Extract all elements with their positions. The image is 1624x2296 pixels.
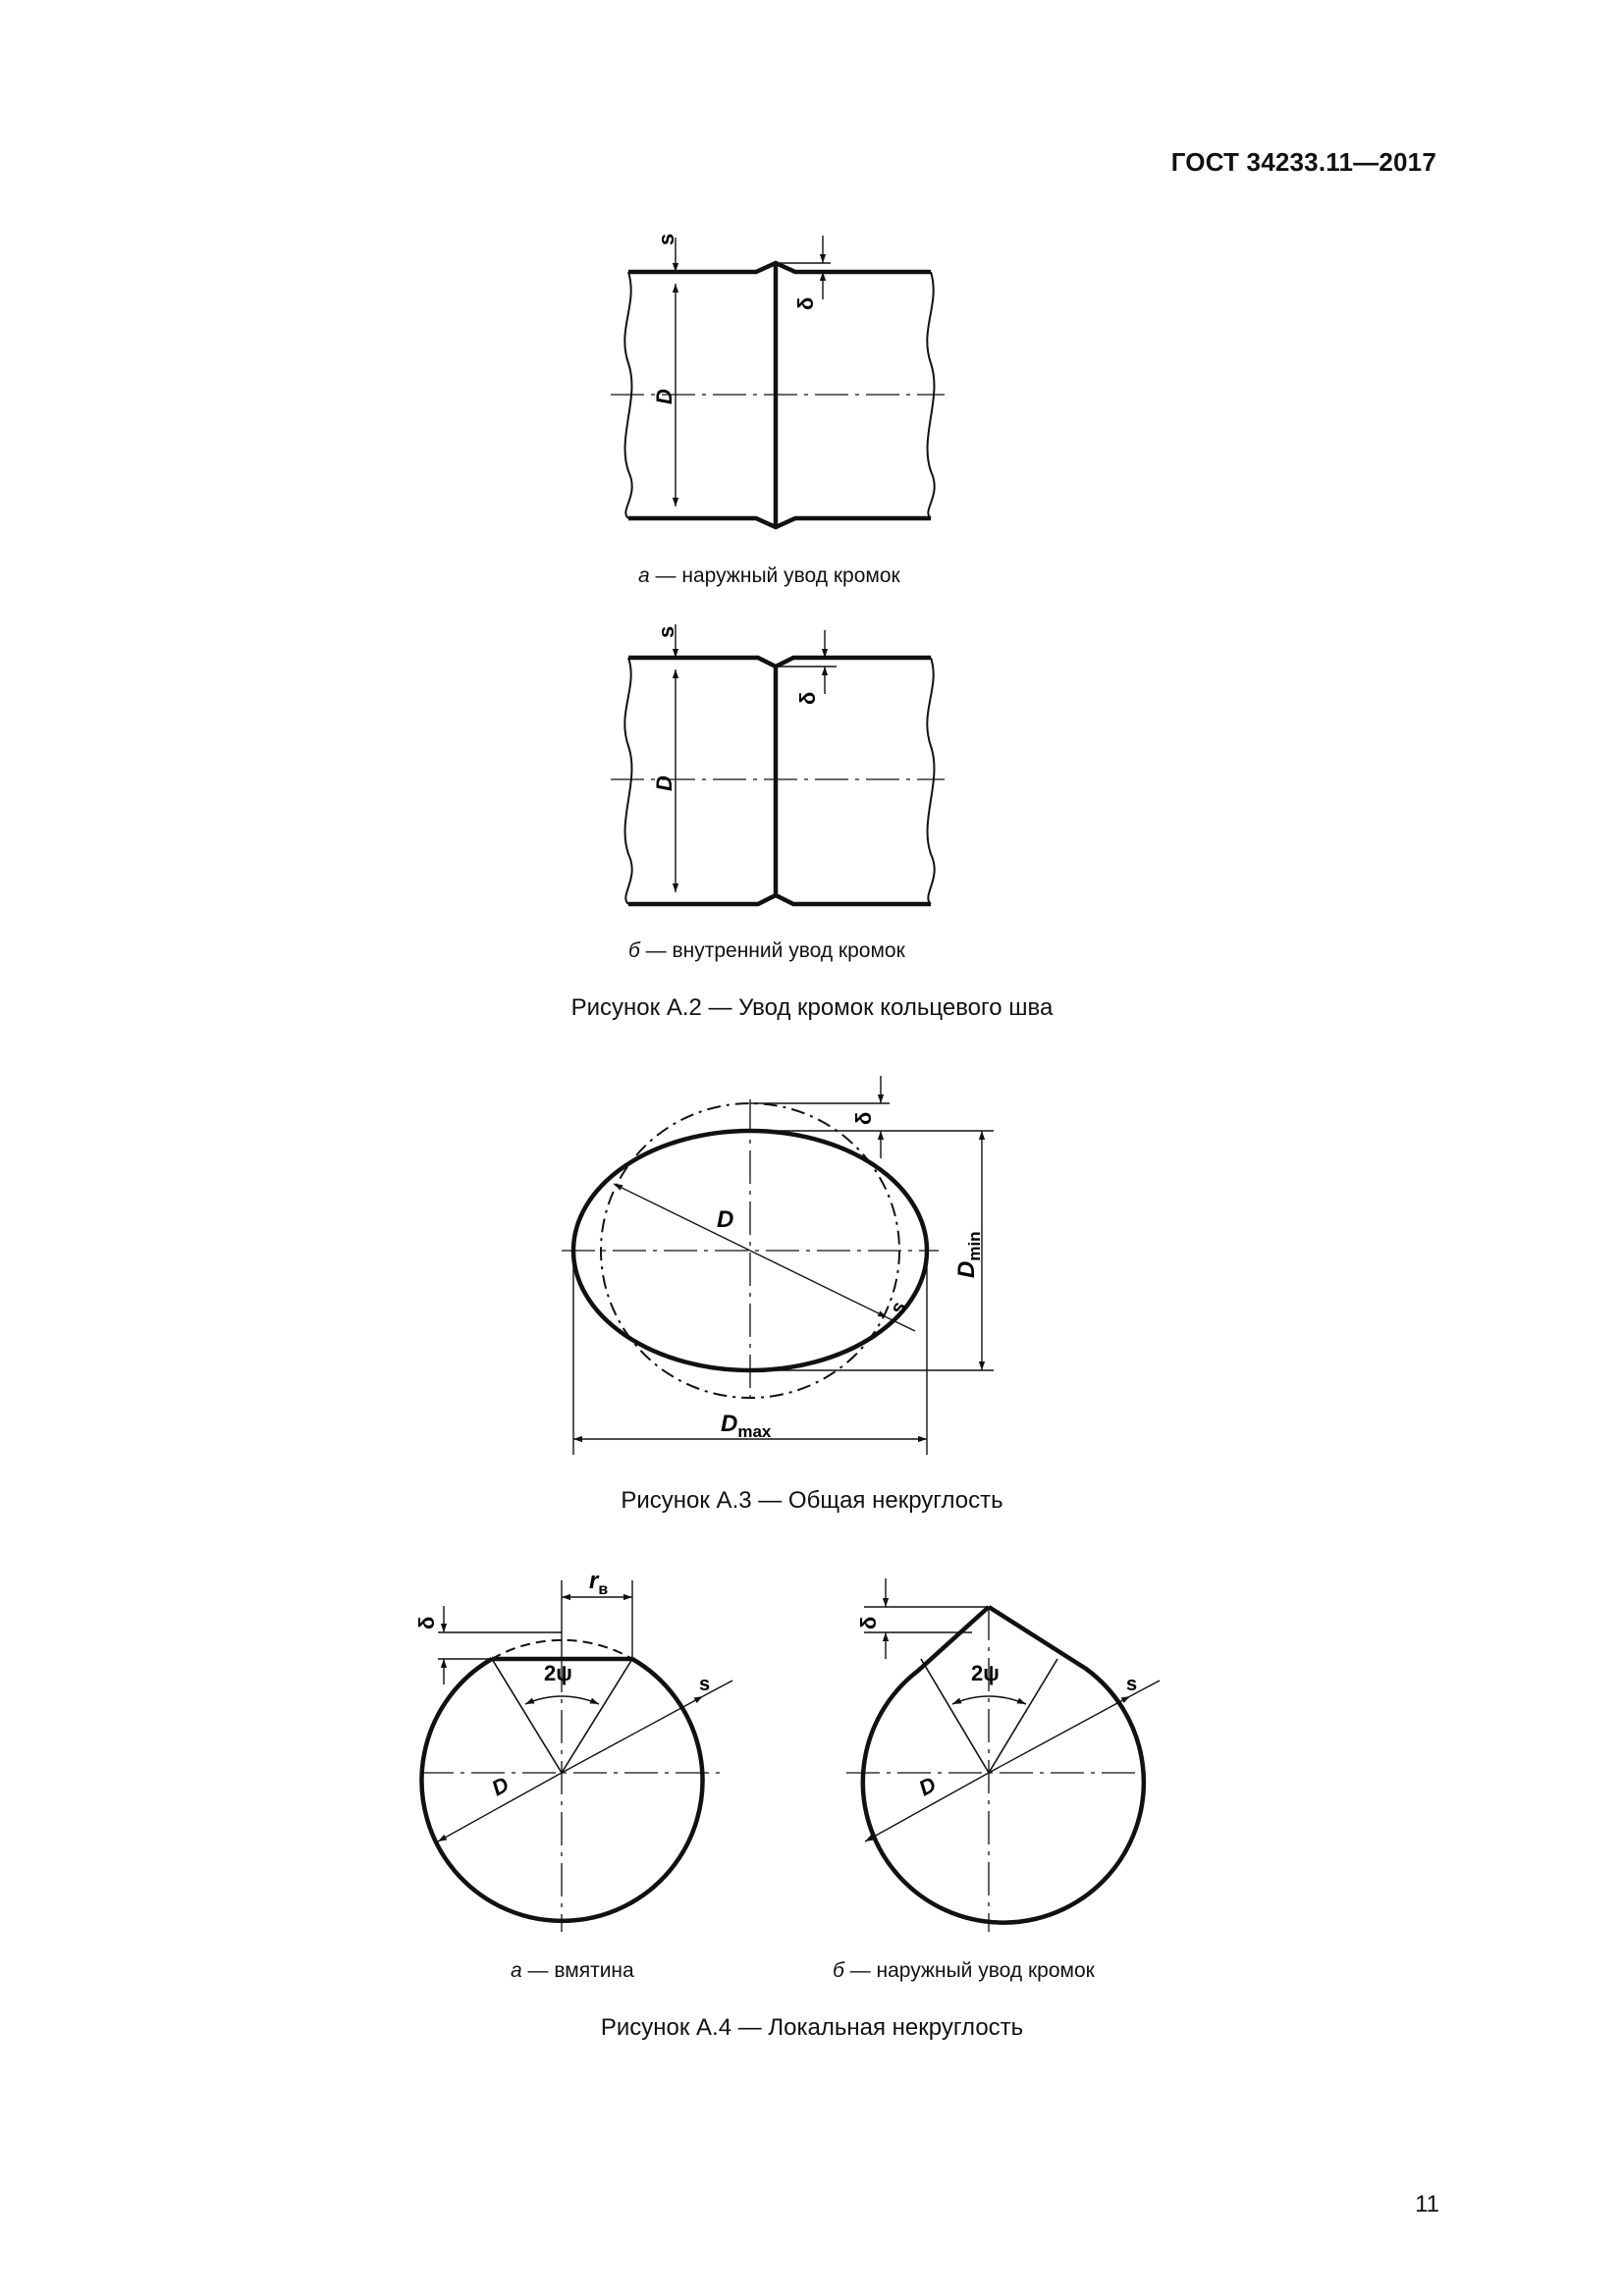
a4b-2psi-label: 2ψ: [971, 1661, 1000, 1685]
figure-a4-sub-b: [833, 1959, 1095, 1983]
a4b-D-label: D: [914, 1771, 941, 1801]
a2a-D-label: D: [652, 389, 677, 404]
a3-s-label: s: [886, 1298, 911, 1318]
a2b-s-label: s: [654, 625, 678, 638]
a3-dmin-sub: min: [965, 1231, 984, 1261]
a4a-rv-label: [589, 1568, 608, 1598]
a4-sub-a-letter: а: [511, 1959, 522, 1982]
figure-a4-caption: Рисунок А.4 — Локальная некруглость: [600, 2014, 1024, 2041]
a3-dmax-main: D: [721, 1411, 738, 1437]
a4a-D-label: D: [487, 1771, 514, 1801]
document-header: ГОСТ 34233.11—2017: [1170, 147, 1436, 177]
figure-a3-caption: Рисунок А.3 — Общая некруглость: [621, 1487, 1003, 1514]
a3-dmax-sub: max: [737, 1422, 772, 1441]
a4-sub-b-text: — наружный увод кромок: [843, 1959, 1095, 1982]
sub-a-letter: а: [638, 564, 650, 587]
a4a-rv-sub: в: [598, 1581, 609, 1598]
a4b-delta-label: δ: [856, 1616, 881, 1629]
a2b-D-label: D: [652, 775, 677, 791]
a4-sub-a-text: — вмятина: [521, 1959, 634, 1982]
a4b-s-label: s: [1126, 1674, 1138, 1695]
diagram-dent: [420, 1580, 732, 1932]
sub-a-text: — наружный увод кромок: [649, 564, 900, 587]
diagram-local-outer-offset: [846, 1578, 1160, 1932]
a2a-s-label: s: [654, 233, 678, 245]
page-number: 11: [1415, 2191, 1439, 2217]
a4-sub-b-letter: б: [833, 1959, 844, 1982]
figure-a2-caption: Рисунок А.2 — Увод кромок кольцевого шва: [570, 994, 1054, 1021]
a3-dmin-main: D: [953, 1260, 980, 1278]
sub-b-text: — внутренний увод кромок: [639, 939, 905, 962]
a4a-s-label: s: [699, 1674, 711, 1695]
figure-a4-sub-a: [511, 1959, 634, 1983]
a2a-delta-label: δ: [793, 296, 818, 310]
a4a-2psi-label: 2ψ: [544, 1661, 572, 1685]
a3-D-label: D: [717, 1206, 734, 1233]
sub-b-letter: б: [628, 939, 640, 962]
a3-delta-label: δ: [851, 1111, 876, 1125]
a4a-rv-main: r: [589, 1568, 599, 1594]
a4a-delta-label: δ: [414, 1616, 439, 1629]
a2b-delta-label: δ: [795, 691, 820, 705]
